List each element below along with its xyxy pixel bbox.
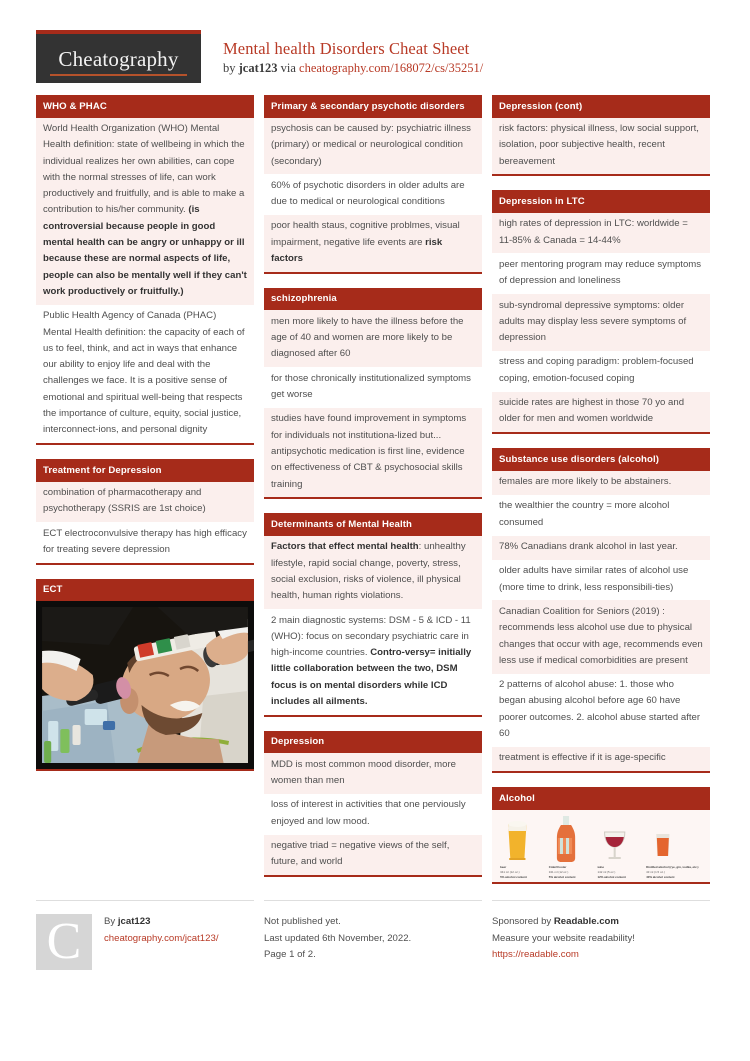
figure-item-vol-1: 341 ml (12 oz.): [548, 869, 569, 874]
card-row: 2 main diagnostic systems: DSM - 5 & ICD - 11 (WHO): focus on secondary psychiatric care in high-income countries. Contro-versy= initially little collaboration between the two, DSM focus is on mental disorders while ICD includes all ailments.: [264, 609, 482, 715]
card-row: negative triad = negative views of the self, future, and world: [264, 835, 482, 876]
card: [264, 95, 482, 274]
card-row: 78% Canadians drank alcohol in last year.: [492, 536, 710, 560]
card-title[interactable]: Substance use disorders (alcohol): [492, 448, 710, 471]
figure-item-abv-1: 5% alcohol content: [548, 874, 576, 879]
page-header: [0, 0, 750, 95]
card-row: MDD is most common mood disorder, more women than men: [264, 753, 482, 794]
figure-item-abv-0: 5% alcohol content: [500, 874, 527, 879]
card-row: older adults have similar rates of alcohol use (more time to drink, less responsibili-ties): [492, 560, 710, 601]
card: [264, 288, 482, 499]
footer-profile-link[interactable]: cheatography.com/jcat123/: [104, 932, 219, 944]
card-row: Canadian Coalition for Seniors (2019) : recommends less alcohol use due to physical changes that occur with age, recommends even less use if medical comorbidities are present: [492, 600, 710, 673]
card: [36, 459, 254, 565]
figure-item-name-1: Cider/Cooler: [548, 864, 567, 869]
card-row: suicide rates are highest in those 70 yo and older for men and women worldwide: [492, 392, 710, 433]
card-row: treatment is effective if it is age-specific: [492, 747, 710, 771]
footer-by-line: [104, 914, 218, 931]
footer-sponsor-text: [492, 914, 635, 970]
footer-published-status: Not published yet.: [264, 916, 341, 927]
cheatsheet-columns: [0, 95, 750, 890]
alcohol-standard-drinks-figure: [492, 810, 710, 882]
card-row: peer mentoring program may reduce symptoms of depression and loneliness: [492, 253, 710, 294]
footer-author-block: [36, 900, 254, 970]
figure-item-abv-3: 40% alcohol content: [646, 874, 675, 879]
card-title[interactable]: Alcohol: [492, 787, 710, 810]
card: [36, 579, 254, 772]
column-2: [264, 95, 482, 891]
card-title[interactable]: schizophrenia: [264, 288, 482, 311]
footer-sponsor-name: Readable.com: [553, 916, 619, 927]
card-title[interactable]: Determinants of Mental Health: [264, 513, 482, 536]
card-title[interactable]: Depression: [264, 731, 482, 754]
card: [264, 513, 482, 716]
figure-item-name-0: beer: [500, 864, 507, 869]
footer-author-text: [104, 914, 218, 970]
card-row: females are more likely to be abstainers.: [492, 471, 710, 495]
card-row: Factors that effect mental health: unhealthy lifestyle, rapid social change, poverty, stress, social exclusion, risks of violence, ill physical health, human rights violations.: [264, 536, 482, 609]
card: [492, 787, 710, 884]
page-footer: [0, 890, 750, 970]
footer-sponsor-prefix: Sponsored by: [492, 916, 554, 927]
footer-sponsor-tagline: Measure your website readability!: [492, 932, 635, 944]
card-title[interactable]: WHO & PHAC: [36, 95, 254, 118]
figure-item-vol-3: 43 ml (1.5 oz.): [646, 869, 665, 874]
cheatography-logo-text: Cheatography: [50, 47, 187, 76]
title-block: [201, 30, 483, 77]
card-row: World Health Organization (WHO) Mental Health definition: state of wellbeing in which the individual realizes her own abilities, can cope with the normal stresses of life, can work productively and fruitfully, and is able to make a contribution to his/her community. (is controversial because people in good mental health can be angry or unhappy or ill because these are normal aspects of life, people can also be mentally well if they can't work productively or fruitfully.): [36, 118, 254, 305]
card-row: Public Health Agency of Canada (PHAC) Mental Health definition: the capacity of each of us to feel, think, and act in ways that enhance our ability to enjoy life and deal with the challenges we face. It is a positive sense of emotional and spiritual well-being that respects the importance of culture, equity, social justice, interconnect-ions, and personal dignity: [36, 305, 254, 443]
footer-page-number: Page 1 of 2.: [264, 949, 316, 960]
footer-by-prefix: By: [104, 916, 118, 927]
card-title[interactable]: Treatment for Depression: [36, 459, 254, 482]
card-row-image: [36, 601, 254, 769]
page-title: Mental health Disorders Cheat Sheet: [223, 39, 470, 58]
column-1: [36, 95, 254, 785]
footer-last-updated: Last updated 6th November, 2022.: [264, 932, 412, 944]
column-3: [492, 95, 710, 898]
card-title[interactable]: ECT: [36, 579, 254, 602]
card-row: men more likely to have the illness before the age of 40 and women are more likely to be diagnosed after 60: [264, 310, 482, 367]
card-row: loss of interest in activities that one perviously enjoyed and low mood.: [264, 794, 482, 835]
source-link[interactable]: cheatography.com/168072/cs/35251/: [299, 61, 484, 75]
card-row: for those chronically institutionalized symptoms get worse: [264, 367, 482, 408]
card-row: ECT electroconvulsive therapy has high efficacy for treating severe depression: [36, 522, 254, 563]
footer-publish-text: [264, 914, 411, 970]
figure-item-name-3: Distilled alcohol (rye, gin, vodka, etc.): [646, 864, 699, 869]
footer-sponsor-line: [492, 914, 635, 931]
avatar: C: [36, 914, 92, 970]
card: [36, 95, 254, 445]
card: [492, 95, 710, 176]
card-row: poor health staus, cognitive problmes, visual impairment, negative life events are risk factors: [264, 215, 482, 272]
footer-author-name: jcat123: [117, 916, 151, 927]
card-title[interactable]: Primary & secondary psychotic disorders: [264, 95, 482, 118]
card-row: 60% of psychotic disorders in older adults are due to medical or neurological conditions: [264, 174, 482, 215]
footer-sponsor-block: [492, 900, 710, 970]
ect-therapy-photo: [36, 601, 254, 769]
card-row: high rates of depression in LTC: worldwide = 11-85% & Canada = 14-44%: [492, 213, 710, 254]
figure-item-vol-0: 341 ml (12 oz.): [500, 869, 520, 874]
card: [492, 448, 710, 773]
figure-item-abv-2: 12% alcohol content: [597, 874, 626, 879]
byline-author: jcat123: [238, 61, 278, 75]
card: [492, 190, 710, 434]
card-row: risk factors: physical illness, low social support, isolation, poor subjective health, recent bereavement: [492, 118, 710, 175]
card-row-image: [492, 810, 710, 882]
card-row: combination of pharmacotherapy and psychotherapy (SSRIS are 1st choice): [36, 482, 254, 523]
cheatography-logo[interactable]: [36, 30, 201, 83]
byline-prefix: by: [223, 61, 239, 75]
figure-item-name-2: wine: [597, 864, 604, 869]
card-row: psychosis can be caused by: psychiatric illness (primary) or medical or neurological condition (secondary): [264, 118, 482, 175]
figure-item-vol-2: 142 ml (5 oz.): [597, 869, 616, 874]
card-row: the wealthier the country = more alcohol consumed: [492, 495, 710, 536]
card: [264, 731, 482, 877]
footer-publish-block: [264, 900, 482, 970]
card-title[interactable]: Depression in LTC: [492, 190, 710, 213]
card-title[interactable]: Depression (cont): [492, 95, 710, 118]
byline: [223, 60, 483, 77]
card-row: sub-syndromal depressive symptoms: older adults may display less severe symptoms of depression: [492, 294, 710, 351]
card-row: studies have found improvement in symptoms for individuals not institutiona-lized but... antipsychotic medication is first line, evidence on effectiveness of CBT & psychosocial skills training: [264, 408, 482, 497]
footer-sponsor-link[interactable]: https://readable.com: [492, 949, 579, 960]
card-row: stress and coping paradigm: problem-focused coping, emotion-focused coping: [492, 351, 710, 392]
byline-via: via: [277, 61, 300, 75]
card-row: 2 patterns of alcohol abuse: 1. those who began abusing alcohol before age 60 have poorer outcomes. 2. alcohol abuse started after 60: [492, 674, 710, 747]
